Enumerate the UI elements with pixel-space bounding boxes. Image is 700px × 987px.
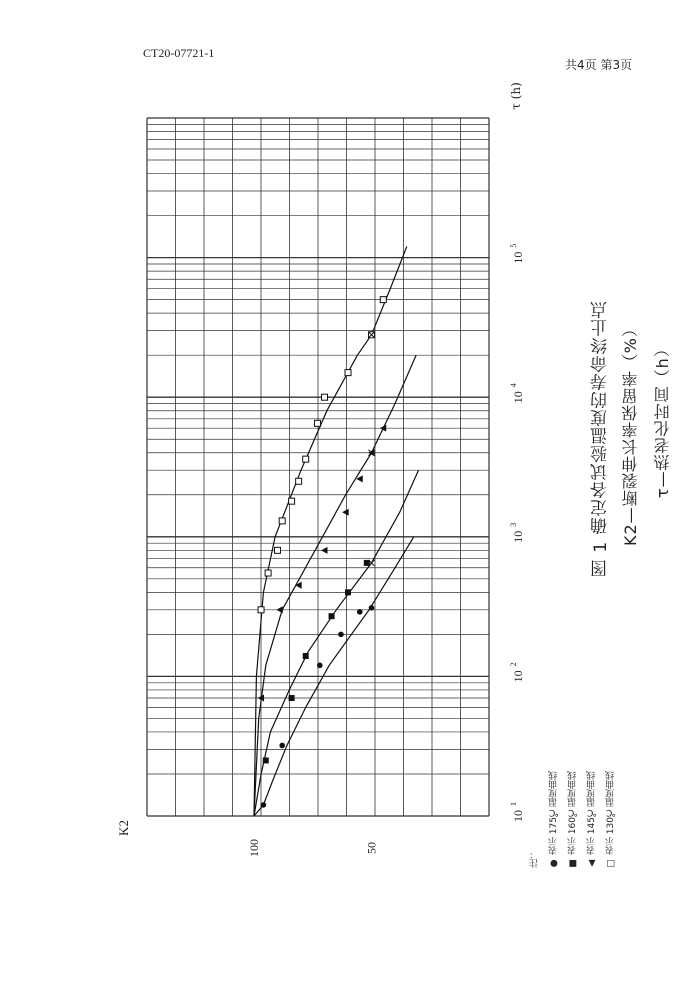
point-130 (289, 498, 295, 504)
chart-labels (116, 82, 525, 857)
point-160 (345, 589, 351, 595)
point-130 (322, 394, 328, 400)
point-130 (279, 518, 285, 524)
legend-notes (528, 740, 617, 868)
note-marker: ● (549, 858, 559, 868)
point-130 (380, 297, 386, 303)
y-axis-title: K2 (116, 820, 131, 836)
document-id: CT20-07721-1 (143, 46, 215, 60)
point-130 (296, 478, 302, 484)
x-tick-label (509, 523, 525, 543)
point-175 (261, 802, 267, 808)
point-130 (265, 570, 271, 576)
page-info: 共4页 第3页 (565, 58, 633, 72)
point-145 (295, 582, 302, 589)
point-175 (279, 743, 285, 749)
note-marker: ■ (568, 858, 578, 868)
point-130 (258, 607, 264, 613)
point-145 (276, 606, 283, 613)
x-tick-base: 10 (511, 530, 525, 543)
notes-prefix: 注： (530, 850, 540, 868)
chart-grid (147, 118, 489, 816)
curve-160℃ (254, 470, 419, 816)
point-130 (314, 420, 320, 426)
x-tick-exp: 5 (509, 243, 518, 248)
point-130 (275, 547, 281, 553)
x-tick-exp: 2 (509, 662, 518, 667)
point-160 (289, 695, 295, 701)
figure-title: 图 1 确定各试验温度的寿命终止点 (591, 300, 611, 577)
x-tick-label (509, 802, 525, 822)
point-160 (303, 653, 309, 659)
note-text: 表示 175℃温度曲线 (549, 771, 559, 856)
x-tick-base: 10 (511, 670, 525, 683)
note-145 (585, 740, 598, 868)
x-tick-base: 10 (511, 810, 525, 822)
curve-145℃ (254, 355, 416, 816)
note-text: 表示 145℃温度曲线 (587, 771, 597, 856)
x-tick-exp: 3 (509, 522, 518, 527)
tau-definition: τ—热老化时间（h） (653, 340, 672, 498)
k2-definition: K2—断裂伸长率保留率（%） (621, 320, 640, 546)
note-text: 表示 130℃温度曲线 (606, 771, 616, 856)
point-130 (345, 370, 351, 376)
chart-curves (254, 247, 419, 817)
point-175 (369, 605, 375, 611)
point-145 (321, 547, 328, 554)
point-175 (317, 663, 323, 669)
note-160 (566, 740, 579, 868)
x-axis-title: τ (h) (509, 82, 523, 110)
y-tick-label: 100 (247, 839, 261, 857)
note-marker: □ (606, 858, 616, 868)
note-175 (547, 740, 560, 868)
point-160 (329, 613, 335, 619)
point-175 (357, 609, 363, 615)
y-tick-label: 50 (364, 842, 379, 854)
point-160 (263, 757, 269, 763)
point-145 (380, 425, 387, 432)
x-tick-label (509, 244, 525, 264)
note-marker: ▲ (587, 858, 597, 868)
point-130 (303, 456, 309, 462)
x-tick-label (509, 383, 525, 403)
x-tick-exp: 1 (509, 802, 518, 806)
point-175 (338, 632, 344, 638)
note-text: 表示 160℃温度曲线 (568, 771, 578, 856)
curve-130℃ (254, 247, 407, 817)
chart-points (258, 297, 387, 808)
note-130 (604, 740, 617, 868)
x-tick-exp: 4 (509, 383, 518, 388)
x-tick-base: 10 (511, 251, 525, 264)
x-tick-base: 10 (511, 391, 525, 404)
x-tick-label (509, 662, 525, 682)
point-145 (342, 509, 349, 516)
